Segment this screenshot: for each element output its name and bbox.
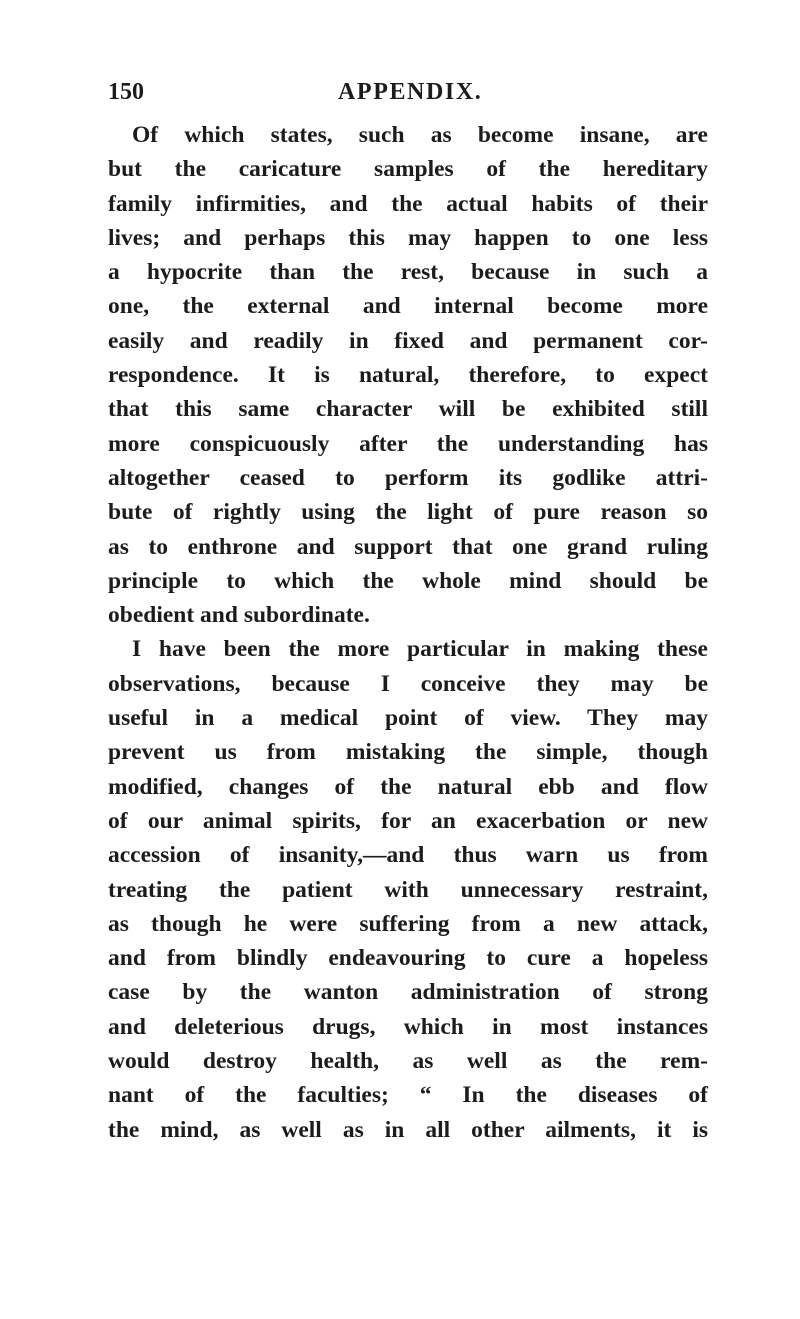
body-text: [108, 118, 708, 1147]
text-line: respondence. It is natural, therefore, to expect: [108, 362, 708, 389]
text-line: of our animal spirits, for an exacerbation or new: [108, 807, 708, 834]
text-line: but the caricature samples of the hereditary: [108, 156, 708, 183]
text-line: a hypocrite than the rest, because in such a: [108, 259, 708, 286]
text-line: lives; and perhaps this may happen to one less: [108, 224, 708, 251]
text-line: that this same character will be exhibited still: [108, 396, 708, 423]
text-line: altogether ceased to perform its godlike attri-: [108, 464, 708, 491]
text-line: accession of insanity,—and thus warn us from: [108, 842, 708, 869]
text-line: as to enthrone and support that one grand ruling: [108, 533, 708, 560]
text-line: as though he were suffering from a new attack,: [108, 910, 708, 937]
text-line: more conspicuously after the understanding has: [108, 430, 708, 457]
text-line: case by the wanton administration of strong: [108, 979, 708, 1006]
text-line: I have been the more particular in making these: [132, 636, 708, 663]
running-title: APPENDIX.: [338, 79, 483, 105]
text-line: modified, changes of the natural ebb and flow: [108, 773, 708, 800]
text-line: prevent us from mistaking the simple, though: [108, 739, 708, 766]
text-line: and deleterious drugs, which in most instances: [108, 1013, 708, 1040]
text-line: and from blindly endeavouring to cure a hopeless: [108, 945, 708, 972]
text-line: nant of the faculties; “ In the diseases of: [108, 1082, 708, 1109]
running-header: [108, 76, 708, 108]
text-line: principle to which the whole mind should be: [108, 567, 708, 594]
text-line: obedient and subordinate.: [108, 602, 370, 629]
text-line: bute of rightly using the light of pure reason so: [108, 499, 708, 526]
text-line: would destroy health, as well as the rem-: [108, 1048, 708, 1075]
text-line: family infirmities, and the actual habits of their: [108, 190, 708, 217]
text-line: useful in a medical point of view. They may: [108, 705, 708, 732]
text-line: treating the patient with unnecessary restraint,: [108, 876, 708, 903]
text-line: one, the external and internal become more: [108, 293, 708, 320]
text-line: easily and readily in fixed and permanent cor-: [108, 327, 708, 354]
text-line: Of which states, such as become insane, are: [132, 122, 708, 148]
text-line: the mind, as well as in all other ailments, it is: [108, 1116, 708, 1143]
text-line: observations, because I conceive they may be: [108, 670, 708, 697]
page-number: 150: [108, 79, 144, 105]
